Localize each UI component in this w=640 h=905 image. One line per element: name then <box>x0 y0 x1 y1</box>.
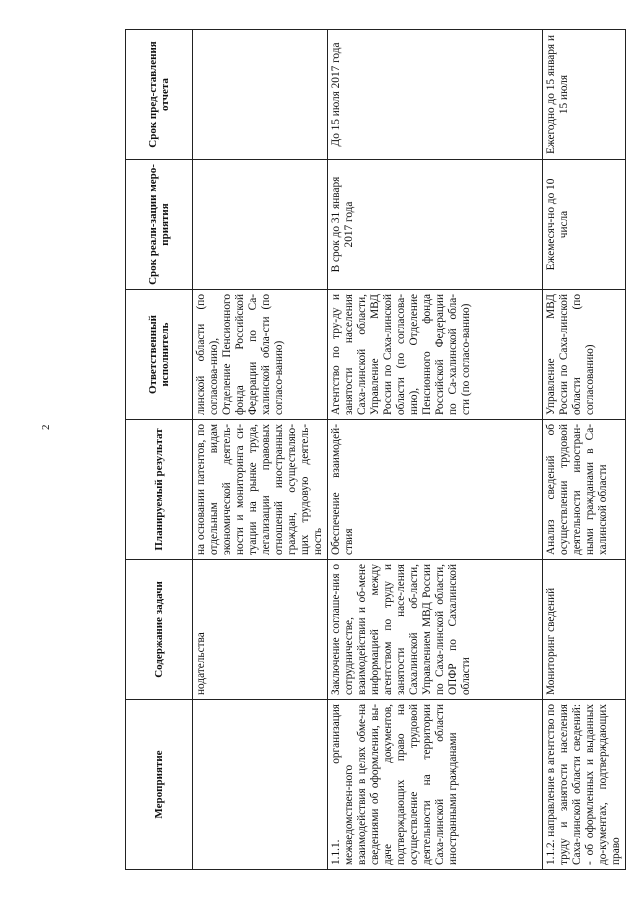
plan-table <box>125 29 626 870</box>
table-cell: 1.1.2. направление в агентство по труду и занятости населения Саха-линской области сведений: - об оформленных и выданных до-кументах, подтверждающих право <box>543 700 626 870</box>
table-cell: Ежемесяч-но до 10 числа <box>543 160 626 290</box>
header-cell: Содержание задачи <box>126 560 193 700</box>
table-cell: Обеспечение взаимодей-ствия <box>328 420 543 560</box>
table-cell: Управление МВД России по Саха-линской области (по согласованию) <box>543 290 626 420</box>
table-row <box>543 30 626 870</box>
header-cell: Ответственный исполнитель <box>126 290 193 420</box>
table-cell <box>193 30 328 160</box>
page-number: 2 <box>40 424 52 430</box>
header-cell: Срок реали-зации меро-приятия <box>126 160 193 290</box>
table-cell <box>193 160 328 290</box>
table-cell: Заключение соглаше-ния о сотрудничестве, взаимодействии и об-мене информацией между агентством по труду и занятости насе-ления Сахалинской об-ласти, Управлением МВД России по Саха-линской области, ОПФР по Сахалинской области <box>328 560 543 700</box>
header-cell: Мероприятие <box>126 700 193 870</box>
table-cell: линской области (по согласова-нию), Отделение Пенсионного фонда Российской Федерации по Са-халинской обла-сти (по согласо-ванию) <box>193 290 328 420</box>
table-cell: В срок до 31 января 2017 года <box>328 160 543 290</box>
table-row <box>328 30 543 870</box>
table-cell: Анализ сведений об осуществлении трудовой деятельности иностран-ными гражданами в Са-халинской области <box>543 420 626 560</box>
table-cell <box>193 700 328 870</box>
header-cell: Срок пред-ставления отчета <box>126 30 193 160</box>
table-cell: Ежегодно до 15 января и 15 июля <box>543 30 626 160</box>
table-row <box>193 30 328 870</box>
table-cell: Агентство по тру-ду и занятости населения Саха-линской области, Управление МВД России по Саха-линской области (по согласова-нию), Отделение Пенсионного фонда Российской Федерации по Са-халинской обла-сти (по согласо-ванию) <box>328 290 543 420</box>
header-cell: Планируемый результат <box>126 420 193 560</box>
table-cell: на основании патентов, по отдельным видам экономической деятель-ности и мониторинга си-туации на рынке труда, легализации правовых отношений иностранных граждан, осуществляю-щих трудовую деятель-ность <box>193 420 328 560</box>
rotated-page <box>125 30 622 870</box>
table-cell: До 15 июля 2017 года <box>328 30 543 160</box>
table-header-row <box>126 30 193 870</box>
table-cell: 1.1.1. организация межведомствен-ного взаимодействия в целях обме-на сведениями об оформлении, вы-даче документов, подтверждающих право на осуществление трудовой деятельности на территории Саха-линской области иностранными гражданами <box>328 700 543 870</box>
table-cell: Мониторинг сведений <box>543 560 626 700</box>
table-cell: нодательства <box>193 560 328 700</box>
